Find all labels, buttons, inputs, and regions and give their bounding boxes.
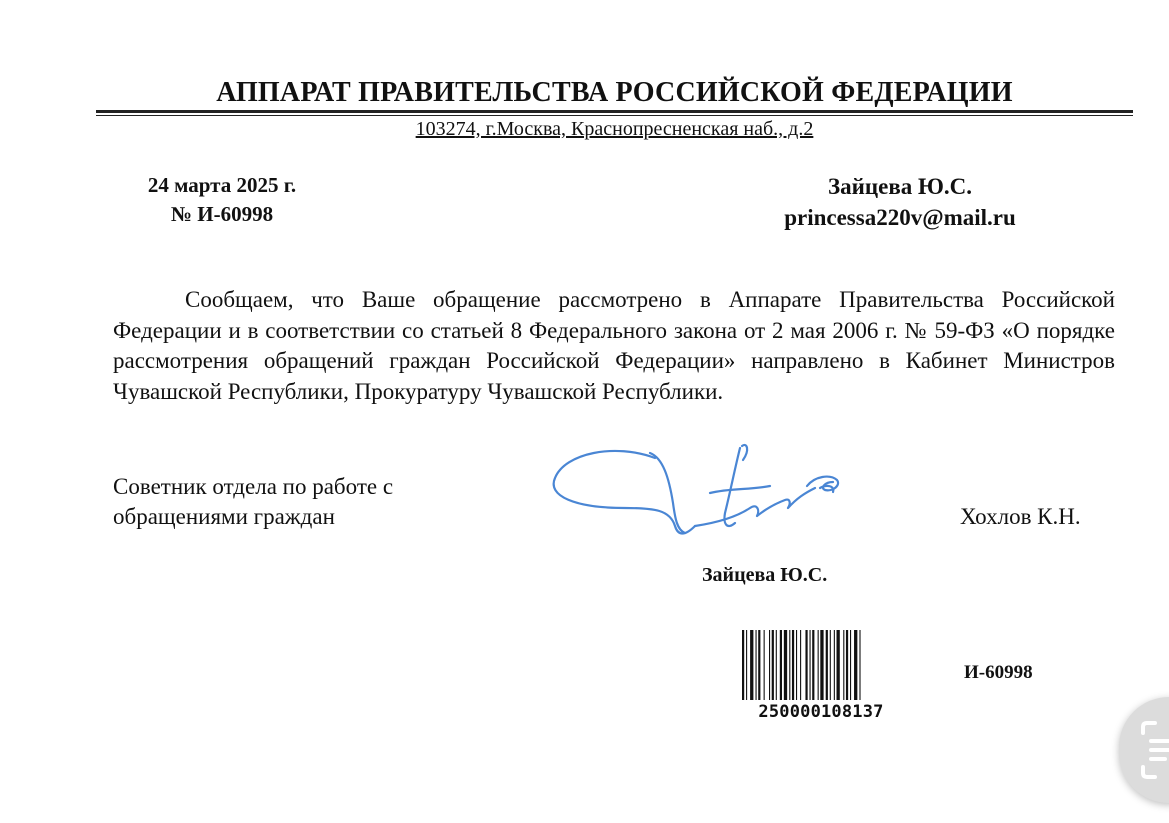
signatory-title-line1: Советник отдела по работе с (113, 474, 394, 499)
registration-number: И-60998 (964, 662, 1033, 683)
handwritten-signature (545, 438, 855, 543)
barcode-graphic (740, 630, 902, 700)
scan-text-icon (1135, 719, 1169, 781)
recipient-name: Зайцева Ю.С. (827, 174, 973, 199)
signatory-name: Хохлов К.Н. (960, 504, 1081, 529)
barcode-number: 250000108137 (758, 702, 884, 722)
header-rule-thick (96, 110, 1133, 113)
organization-address: 103274, г.Москва, Краснопресненская наб., д.2 (415, 118, 814, 140)
signatory-title-line2: обращениями граждан (113, 504, 335, 529)
signatory-title (113, 472, 393, 532)
header-rule-thin (96, 115, 1133, 116)
document-number: № И-60998 (170, 202, 274, 226)
executor-name: Зайцева Ю.С. (702, 564, 828, 586)
document-date: 24 марта 2025 г. (147, 173, 297, 197)
recipient-block (740, 171, 1060, 233)
document-meta (112, 171, 332, 229)
recipient-email: princessa220v@mail.ru (784, 205, 1016, 230)
scan-text-button[interactable] (1119, 697, 1169, 803)
letter-body: Сообщаем, что Ваше обращение рассмотрено в Аппарате Правительства Российской Федерации и в соответствии со статьей 8 Федерального закона от 2 мая 2006 г. № 59-ФЗ «О порядке рассмотрения обращений граждан Российской Федерации» направлено в Кабинет Министров Чувашской Республики, Прокуратуру Чувашской Республики. (113, 287, 1115, 404)
organization-title: АППАРАТ ПРАВИТЕЛЬСТВА РОССИЙСКОЙ ФЕДЕРАЦИИ (216, 77, 1013, 108)
